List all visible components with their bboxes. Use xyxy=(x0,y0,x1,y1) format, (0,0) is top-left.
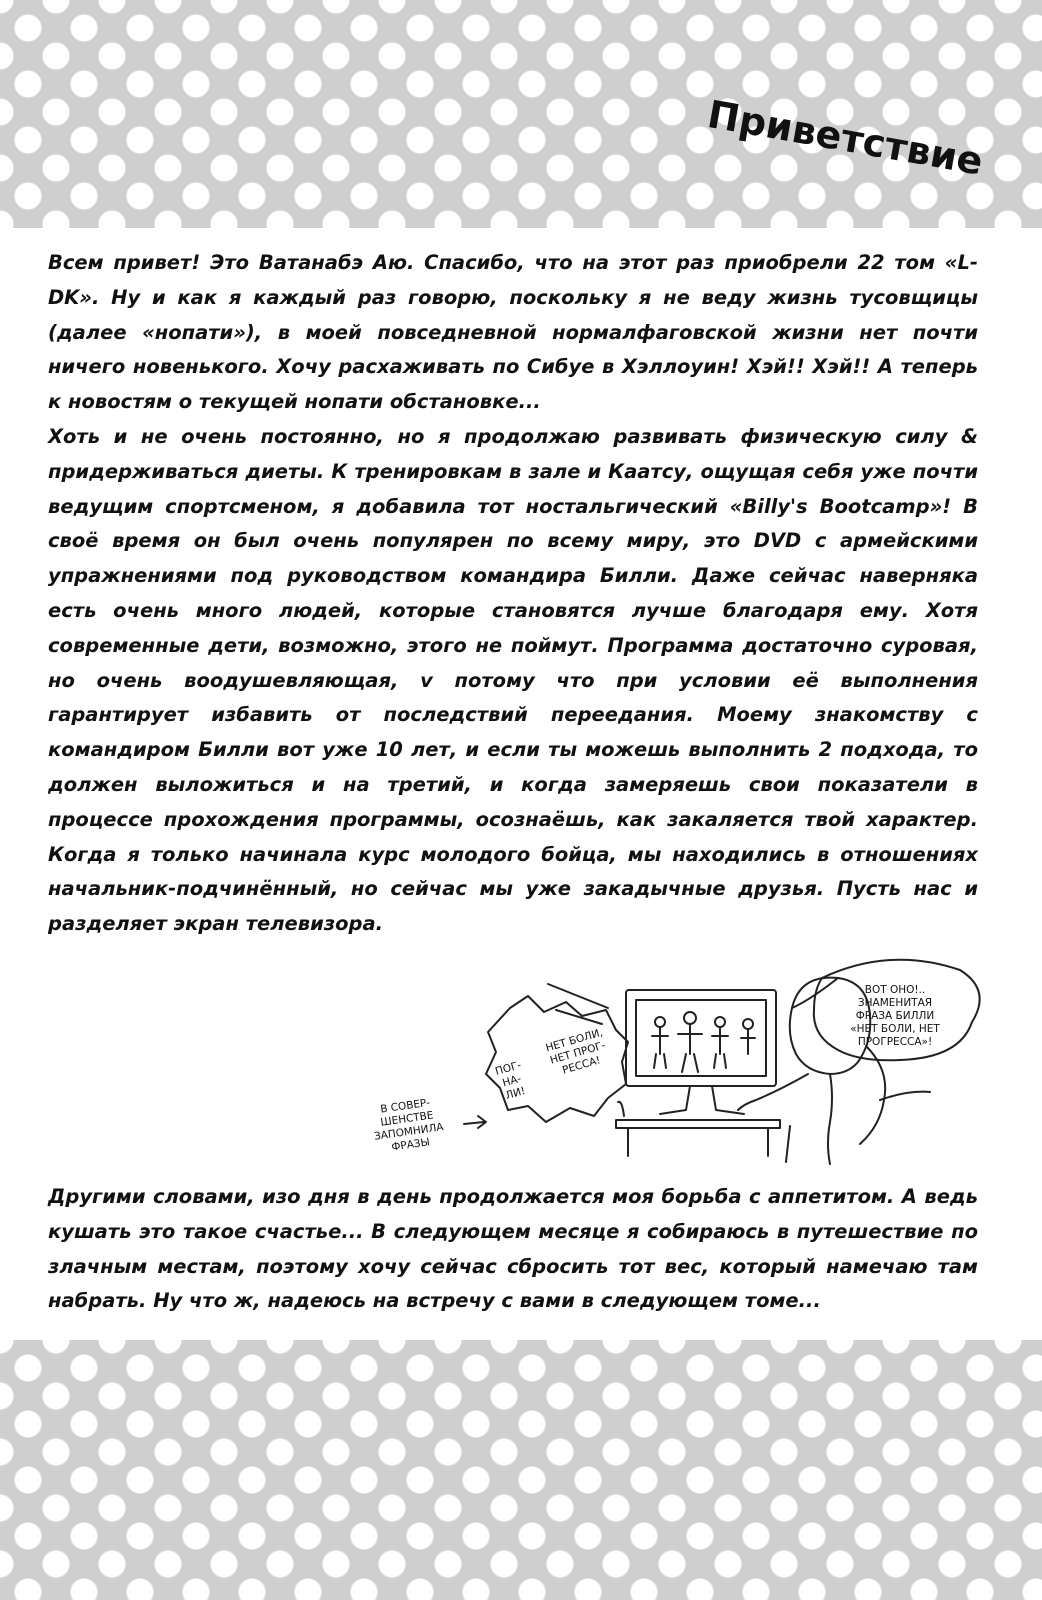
page-title: Приветствие xyxy=(704,92,987,184)
afterword-text-bottom xyxy=(48,1180,978,1319)
paragraph-closing: Другими словами, изо дня в день продолжается моя борьба с аппетитом. А ведь кушать это такое счастье... В следующем месяце я собираюсь в путешествие по злачным местам, поэтому хочу сейчас сбросить тот вес, который намечаю там набрать. Ну что ж, надеюсь на встречу с вами в следующем томе... xyxy=(48,1185,978,1313)
afterword-text-top xyxy=(48,246,978,942)
author-illustration xyxy=(360,950,1000,1170)
side-note: В СОВЕР- ШЕНСТВЕ ЗАПОМНИЛА ФРАЗЫ xyxy=(373,1096,445,1154)
speech-bubble-left: ПОГ- НА- ЛИ! xyxy=(493,1059,527,1103)
paragraph-greeting: Всем привет! Это Ватанабэ Аю. Спасибо, что на этот раз приобрели 22 том «L-DK». Ну и как я каждый раз говорю, поскольку я не веду жизнь тусовщицы (далее «нопати»), в моей повседневной нормалфаговской жизни нет почти ничего новенького. Хочу расхаживать по Сибуе в Хэллоуин! Хэй!! Хэй!! А теперь к новостям о текущей нопати обстановке... xyxy=(48,251,978,414)
dotted-screentone-bottom xyxy=(0,1340,1042,1600)
dotted-screentone-top xyxy=(0,0,1042,228)
speech-bubble-middle: НЕТ БОЛИ, НЕТ ПРОГ- РЕССА! xyxy=(544,1026,607,1077)
paragraph-workout: Хоть и не очень постоянно, но я продолжаю развивать физическую силу & придерживаться диеты. К тренировкам в зале и Каатсу, ощущая себя уже почти ведущим спортсменом, я добавила тот ностальгический «Billy's Bootcamp»! В своё время он был очень популярен по всему миру, это DVD с армейскими упражнениями под руководством командира Билли. Даже сейчас наверняка есть очень много людей, которые становятся лучше благодаря ему. Хотя современные дети, возможно, этого не поймут. Программа достаточно суровая, но очень воодушевляющая, v потому что при условии её выполнения гарантирует избавить от последствий переедания. Моему знакомству с командиром Билли вот уже 10 лет, и если ты можешь выполнить 2 подхода, то должен выложиться и на третий, и когда замеряешь свои показатели в процессе прохождения программы, осознаёшь, как закаляется твой характер. Когда я только начинала курс молодого бойца, мы находились в отношениях начальник-подчинённый, но сейчас мы уже закадычные друзья. Пусть нас и разделяет экран телевизора. xyxy=(48,424,978,936)
speech-bubble-right: ВОТ ОНО!.. ЗНАМЕНИТАЯ ФРАЗА БИЛЛИ «НЕТ БОЛИ, НЕТ ПРОГРЕССА»! xyxy=(850,984,940,1048)
